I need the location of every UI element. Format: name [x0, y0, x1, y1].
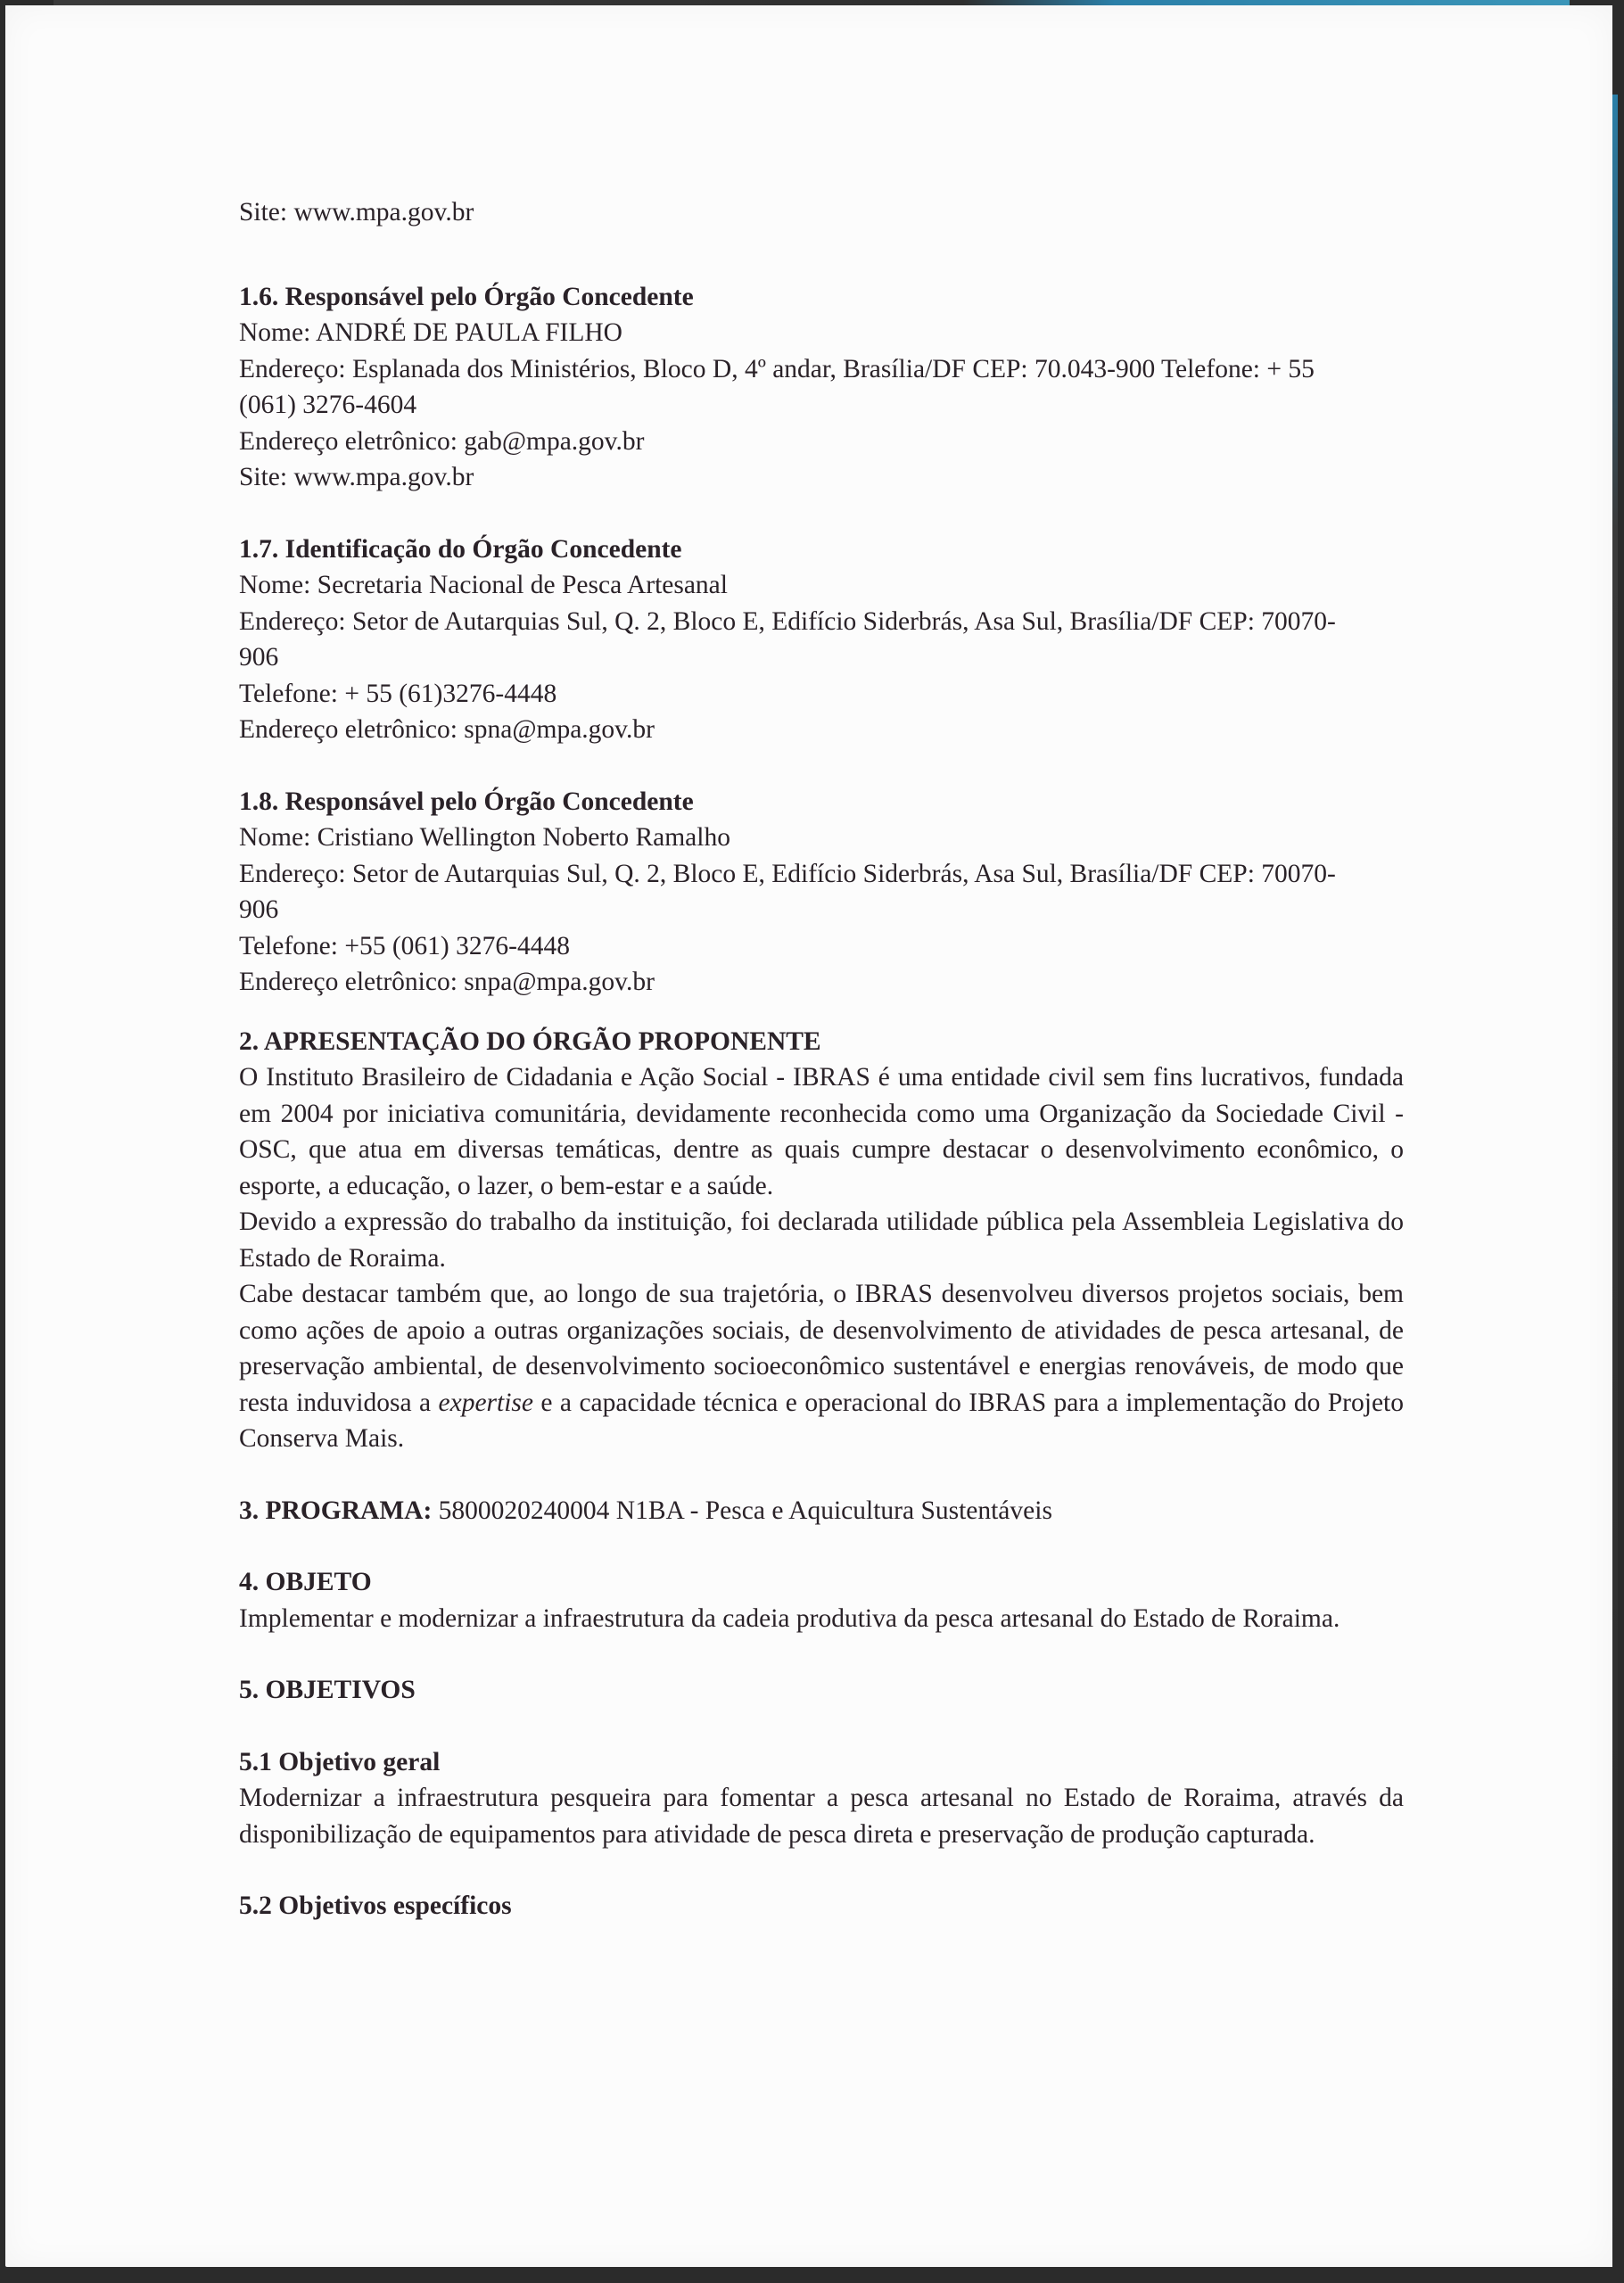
section-1-6-site: Site: www.mpa.gov.br [239, 463, 474, 491]
section-2-paragraph-3-text-a: Cabe destacar também que, ao longo de sua trajetória, o IBRAS desenvolveu diversos projetos sociais, bem como ações de apoio a outras organizações sociais, de desenvolvimento de atividades de pesca artesanal, de preservação ambiental, de desenvolvimento socioeconômico sustentável e energias renováveis, de modo que resta induvidosa a [239, 1280, 1404, 1417]
section-3-programa [239, 1493, 1404, 1529]
section-1-7-telefone: Telefone: + 55 (61)3276-4448 [239, 679, 557, 708]
section-5 [239, 1672, 1404, 1924]
top-site-line: Site: www.mpa.gov.br [239, 198, 474, 227]
section-1-6-nome: Nome: ANDRÉ DE PAULA FILHO [239, 318, 622, 347]
section-5-1-text: Modernizar a infraestrutura pesqueira para fomentar a pesca artesanal no Estado de Roraima, através da disponibilização de equipamentos para atividade de pesca direta e preservação de produção capturada. [239, 1784, 1404, 1849]
section-2-paragraph-2: Devido a expressão do trabalho da instituição, foi declarada utilidade pública pela Assembleia Legislativa do Estado de Roraima. [239, 1207, 1404, 1273]
section-1-6-endereco-line1: Endereço: Esplanada dos Ministérios, Bloco D, 4º andar, Brasília/DF CEP: 70.043-900 Telefone: + 55 [239, 354, 1315, 383]
section-1-7-nome: Nome: Secretaria Nacional de Pesca Artesanal [239, 571, 728, 599]
section-3 [239, 1493, 1404, 1529]
section-1-7-endereco-line2: 906 [239, 643, 279, 672]
section-1-8-email: Endereço eletrônico: snpa@mpa.gov.br [239, 968, 655, 996]
section-2-paragraph-1: O Instituto Brasileiro de Cidadania e Ação Social - IBRAS é uma entidade civil sem fins lucrativos, fundada em 2004 por iniciativa comunitária, devidamente reconhecida como uma Organização da Sociedade Civil - OSC, que atua em diversas temáticas, dentre as quais cumpre destacar o desenvolvimento econômico, o esporte, a educação, o lazer, o bem-estar e a saúde. [239, 1063, 1404, 1200]
section-5-2-heading: 5.2 Objetivos específicos [239, 1892, 512, 1920]
section-4 [239, 1564, 1404, 1636]
section-5-heading: 5. OBJETIVOS [239, 1676, 416, 1704]
section-1-8-endereco-line2: 906 [239, 895, 279, 924]
section-1-8-heading: 1.8. Responsável pelo Órgão Concedente [239, 787, 694, 816]
section-2-paragraph-3 [239, 1276, 1404, 1457]
section-2 [239, 1024, 1404, 1457]
section-3-label: 3. PROGRAMA: [239, 1496, 433, 1525]
section-2-paragraph-3-italic: expertise [438, 1388, 533, 1417]
section-1-6-heading: 1.6. Responsável pelo Órgão Concedente [239, 282, 694, 311]
section-4-heading: 4. OBJETO [239, 1568, 372, 1596]
section-2-paragraph-3-text-b: e a capacidade técnica e operacional do IBRAS para a implementação do Projeto Conserva Mais. [239, 1388, 1404, 1453]
section-1-6-endereco-line2: (061) 3276-4604 [239, 391, 417, 419]
section-1-8-telefone: Telefone: +55 (061) 3276-4448 [239, 931, 570, 960]
section-2-heading: 2. APRESENTAÇÃO DO ÓRGÃO PROPONENTE [239, 1026, 821, 1056]
section-1-7-email: Endereço eletrônico: spna@mpa.gov.br [239, 715, 655, 744]
section-1-7-heading: 1.7. Identificação do Órgão Concedente [239, 534, 682, 564]
section-5-1-heading: 5.1 Objetivo geral [239, 1747, 441, 1776]
section-1-6 [239, 279, 1404, 496]
section-1-7-endereco-line1: Endereço: Setor de Autarquias Sul, Q. 2, Bloco E, Edifício Siderbrás, Asa Sul, Brasília/DF CEP: 70070- [239, 606, 1336, 636]
section-1-8-nome: Nome: Cristiano Wellington Noberto Ramalho [239, 823, 730, 852]
section-1-8 [239, 784, 1404, 1001]
document-body [239, 194, 1404, 1924]
section-1-7 [239, 532, 1404, 748]
section-4-text: Implementar e modernizar a infraestrutura da cadeia produtiva da pesca artesanal do Estado de Roraima. [239, 1603, 1340, 1633]
section-1-8-endereco-line1: Endereço: Setor de Autarquias Sul, Q. 2, Bloco E, Edifício Siderbrás, Asa Sul, Brasília/DF CEP: 70070- [239, 859, 1336, 888]
section-3-value: 5800020240004 N1BA - Pesca e Aquicultura Sustentáveis [432, 1496, 1052, 1525]
section-1-6-email: Endereço eletrônico: gab@mpa.gov.br [239, 426, 645, 456]
document-page [5, 5, 1612, 2267]
